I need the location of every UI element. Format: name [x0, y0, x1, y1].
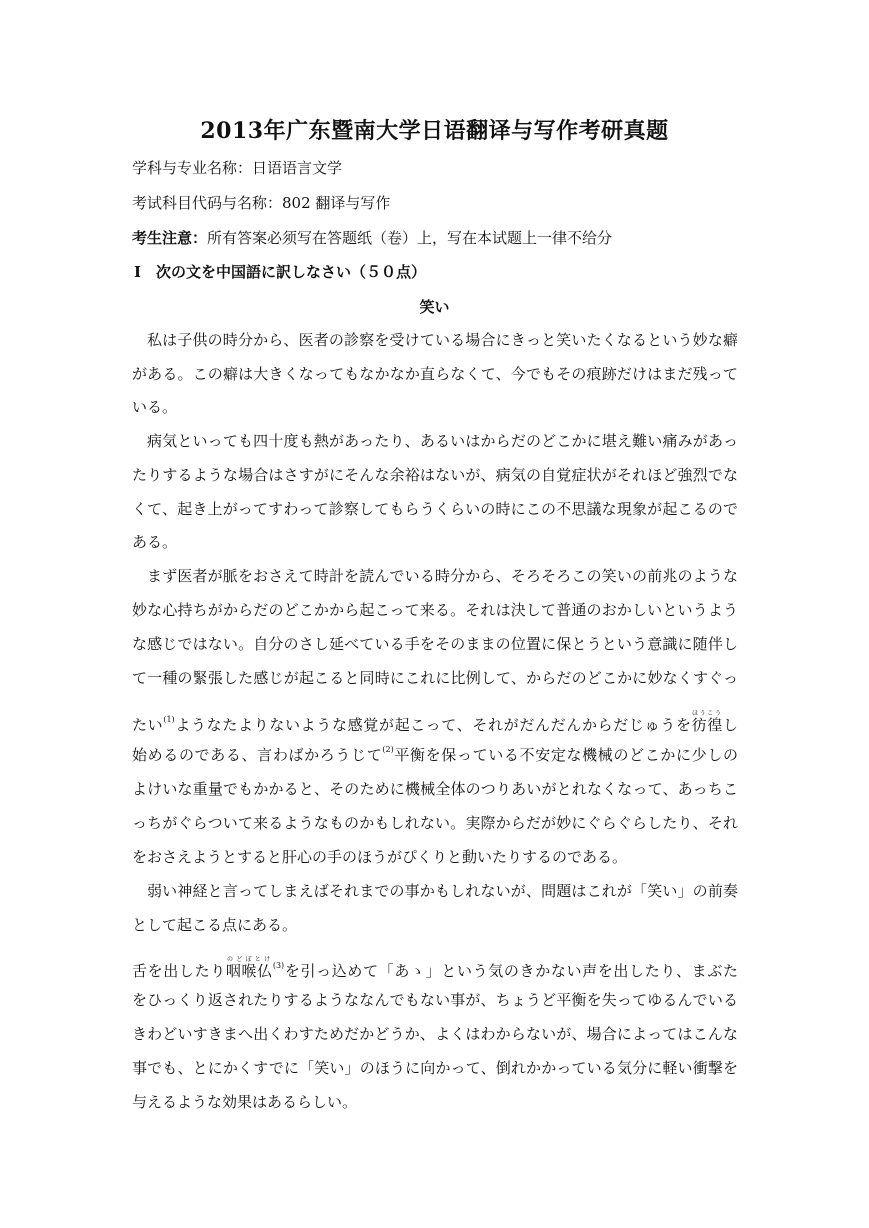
ruby-base: 彷徨 — [691, 716, 723, 734]
passage-line — [132, 710, 738, 735]
passage-line: 妙な心持ちがからだのどこかから起こって来る。それは決して普通のおかしいというよう — [132, 601, 738, 619]
passage-line — [132, 745, 738, 765]
notice-label: 考生注意： — [132, 229, 208, 247]
passage-line: 事でも、とにかくすでに「笑い」のほうに向かって、倒れかかっている気分に軽い衝撃を — [132, 1059, 738, 1077]
ruby-reading: のどぼとけ — [225, 956, 273, 963]
passage-line: として起こる点にある。 — [132, 916, 298, 934]
passage-line: たりするような場合はさすがにそんな余裕はないが、病気の自覚症状がそれほど強烈でな — [132, 466, 738, 484]
passage-line: ある。 — [132, 533, 178, 551]
passage-line: 弱い神経と言ってしまえばそれまでの事かもしれないが、問題はこれが「笑い」の前奏 — [147, 882, 738, 900]
passage-line — [132, 956, 738, 981]
passage-line: くて、起き上がってすわって診察してもらうくらいの時にこの不思議な現象が起こるので — [132, 500, 738, 518]
footnote-ref: (2) — [382, 745, 394, 754]
passage-line: な感じではない。自分のさし延べている手をそのままの位置に保とうという意識に随伴し — [132, 635, 738, 653]
passage-line: をひっくり返されたりするようななんでもない事が、ちょうど平衡を失ってゆるんでいる — [132, 991, 738, 1009]
notice-text: 所有答案必须写在答题纸（卷）上，写在本试题上一律不给分 — [207, 229, 613, 247]
passage-line: をおさえようとすると肝心の手のほうがぴくりと動いたりするのである。 — [132, 848, 628, 866]
section-heading: Ⅰ 次の文を中国語に訳しなさい（５０点） — [134, 263, 427, 281]
passage-line: っちがぐらついて来るようなものかもしれない。実際からだが妙にぐらぐらしたり、それ — [132, 814, 738, 832]
notice-line — [132, 228, 612, 248]
ruby-reading: ほうこう — [691, 710, 723, 717]
passage-line: 与えるような効果はあるらしい。 — [132, 1093, 358, 1111]
passage-line: きわどいすきまへ出くわすためだかどうか、よくはわからないが、場合によってはこんな — [132, 1025, 738, 1043]
passage-line: よけいな重量でもかかると、そのために機械全体のつりあいがとれなくなって、あっちこ — [132, 780, 738, 798]
page-title: 2013年广东暨南大学日语翻译与写作考研真题 — [200, 118, 669, 144]
ruby-word — [691, 710, 723, 734]
course-line: 考试科目代码与名称：802 翻译与写作 — [132, 194, 391, 212]
line-text: ようなたよりないような感覚が起こって、それがだんだんからだじゅうを — [174, 716, 692, 734]
line-text: 舌を出したり — [132, 962, 226, 980]
footnote-ref: (3) — [272, 961, 285, 970]
passage-line: 病気といっても四十度も熱があったり、あるいはからだのどこかに堪え難い痛みがあっ — [147, 432, 738, 450]
line-text: たい — [132, 716, 164, 734]
passage-line: て一種の緊張した感じが起こると同時にこれに比例して、からだのどこかに妙なくすぐっ — [132, 669, 738, 687]
line-text: 平衡を保っている不安定な機械のどこかに少しの — [393, 746, 738, 764]
ruby-word — [225, 956, 273, 980]
passage-line: いる。 — [132, 398, 178, 416]
passage-line: 私は子供の時分から、医者の診察を受けている場合にきっと笑いたくなるという妙な癖 — [147, 331, 738, 349]
line-text: 始めるのである、言わばかろうじて — [132, 746, 383, 764]
footnote-ref: (1) — [163, 715, 175, 724]
passage-line: がある。この癖は大きくなってもなかなか直らなくて、今でもその痕跡だけはまだ残って — [132, 365, 738, 383]
line-text: を引っ込めて「あゝ」という気のきかない声を出したり、まぶた — [284, 962, 738, 980]
ruby-base: 咽喉仏 — [225, 962, 273, 980]
passage-line: まず医者が脈をおさえて時計を読んでいる時分から、そろそろこの笑いの前兆のような — [147, 567, 738, 585]
passage-title: 笑い — [419, 298, 450, 316]
subject-line: 学科与专业名称：日语语言文学 — [132, 159, 343, 177]
line-text: し — [722, 716, 738, 734]
